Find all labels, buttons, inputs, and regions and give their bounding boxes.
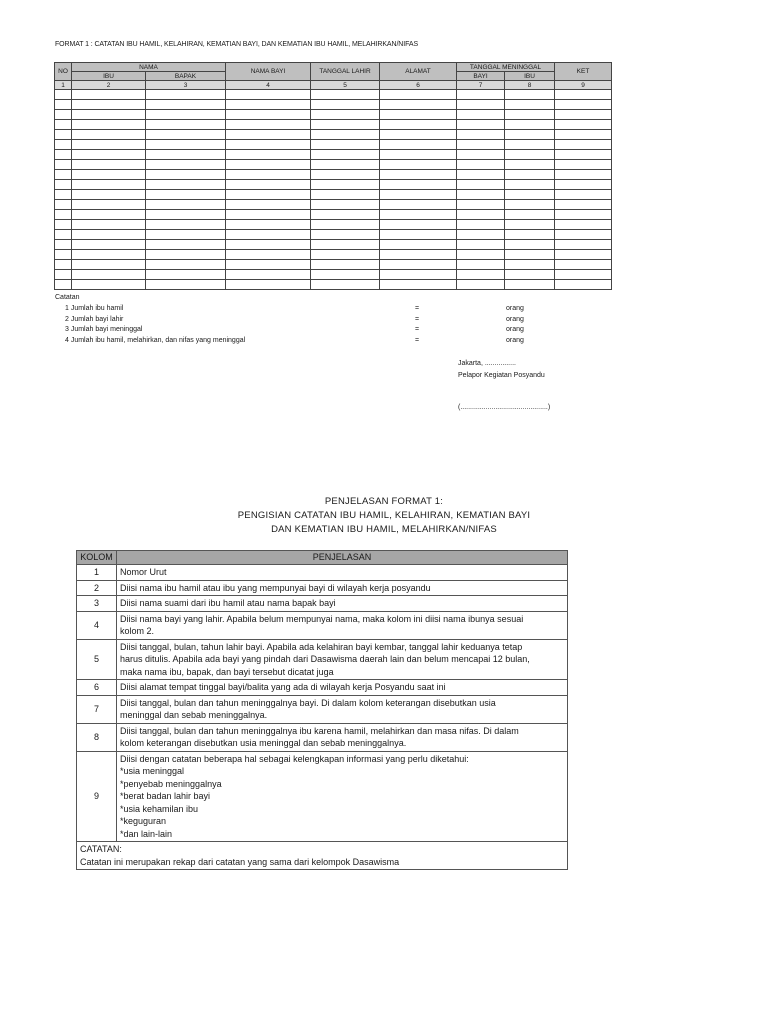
table-cell[interactable] xyxy=(380,170,457,180)
penjelasan-row xyxy=(77,596,568,612)
table-cell[interactable] xyxy=(311,250,380,260)
table-cell[interactable] xyxy=(380,150,457,160)
table-cell[interactable] xyxy=(72,280,146,290)
table-cell[interactable] xyxy=(505,90,555,100)
table-cell[interactable] xyxy=(55,250,72,260)
table-cell[interactable] xyxy=(457,220,505,230)
penjelasan-text xyxy=(117,723,568,751)
table-cell[interactable] xyxy=(226,150,311,160)
table-cell[interactable] xyxy=(505,240,555,250)
table-cell[interactable] xyxy=(380,250,457,260)
penjelasan-line: *usia meninggal xyxy=(120,766,185,776)
penjelasan-row xyxy=(77,723,568,751)
table-cell[interactable] xyxy=(55,130,72,140)
table-cell[interactable] xyxy=(555,190,612,200)
table-cell[interactable] xyxy=(457,260,505,270)
table-cell[interactable] xyxy=(505,280,555,290)
table-cell[interactable] xyxy=(226,270,311,280)
table-cell[interactable] xyxy=(555,170,612,180)
column-number-row xyxy=(55,81,612,90)
table-cell[interactable] xyxy=(380,220,457,230)
catatan-eq: = xyxy=(415,316,420,323)
table-cell[interactable] xyxy=(72,160,146,170)
table-cell[interactable] xyxy=(457,250,505,260)
table-cell[interactable] xyxy=(146,120,226,130)
catatan-item: 1 Jumlah ibu hamil xyxy=(65,305,124,312)
table-cell[interactable] xyxy=(226,110,311,120)
penjelasan-title-3: DAN KEMATIAN IBU HAMIL, MELAHIRKAN/NIFAS xyxy=(271,524,497,535)
catatan-eq: = xyxy=(415,305,420,312)
table-cell[interactable] xyxy=(226,100,311,110)
table-cell[interactable] xyxy=(505,110,555,120)
table-cell[interactable] xyxy=(555,260,612,270)
penjelasan-line: Diisi tanggal, bulan, tahun lahir bayi. Apabila ada kelahiran bayi kembar, tanggal lahir keduanya tetap xyxy=(120,641,523,652)
penjelasan-line: kolom 2. xyxy=(120,626,155,636)
penjelasan-line: Diisi nama suami dari ibu hamil atau nama bapak bayi xyxy=(120,598,336,608)
table-cell[interactable] xyxy=(505,200,555,210)
penjelasan-line: *usia kehamilan ibu xyxy=(120,803,199,814)
table-cell[interactable] xyxy=(505,270,555,280)
penjelasan-text xyxy=(117,695,568,723)
kolom-number: 7 xyxy=(77,695,117,723)
kolom-number: 3 xyxy=(77,596,117,612)
col-tanggal-lahir: TANGGAL LAHIR xyxy=(311,63,380,81)
table-cell[interactable] xyxy=(457,210,505,220)
table-cell[interactable] xyxy=(555,210,612,220)
table-cell[interactable] xyxy=(226,140,311,150)
col-ibu: IBU xyxy=(72,72,146,81)
table-cell[interactable] xyxy=(380,190,457,200)
table-cell[interactable] xyxy=(380,230,457,240)
table-cell[interactable] xyxy=(146,100,226,110)
table-cell[interactable] xyxy=(555,150,612,160)
penjelasan-table xyxy=(76,550,568,870)
kolom-number: 1 xyxy=(77,565,117,581)
table-cell[interactable] xyxy=(311,190,380,200)
penjelasan-text xyxy=(117,611,568,639)
table-cell[interactable] xyxy=(380,280,457,290)
table-cell[interactable] xyxy=(311,110,380,120)
table-cell[interactable] xyxy=(380,130,457,140)
table-cell[interactable] xyxy=(505,250,555,260)
col-ibu-meninggal: IBU xyxy=(505,72,555,81)
penjelasan-line: maka nama ibu, bapak, dan bayi tersebut dicatat juga xyxy=(120,666,334,677)
table-cell[interactable] xyxy=(55,280,72,290)
table-cell[interactable] xyxy=(146,170,226,180)
table-cell[interactable] xyxy=(555,240,612,250)
table-cell[interactable] xyxy=(555,110,612,120)
table-row xyxy=(55,220,612,230)
kolom-number: 4 xyxy=(77,611,117,639)
penjelasan-line: *dan lain-lain xyxy=(120,828,173,839)
catatan-text: Catatan ini merupakan rekap dari catatan yang sama dari kelompok Dasawisma xyxy=(80,856,400,867)
col-nama: NAMA xyxy=(72,63,226,72)
table-row xyxy=(55,170,612,180)
col-bapak: BAPAK xyxy=(146,72,226,81)
table-cell[interactable] xyxy=(226,260,311,270)
table-cell[interactable] xyxy=(555,100,612,110)
table-cell[interactable] xyxy=(457,160,505,170)
table-cell[interactable] xyxy=(146,150,226,160)
table-cell[interactable] xyxy=(311,280,380,290)
table-cell[interactable] xyxy=(55,210,72,220)
table-cell[interactable] xyxy=(72,220,146,230)
table-cell[interactable] xyxy=(72,190,146,200)
table-cell[interactable] xyxy=(72,270,146,280)
penjelasan-text xyxy=(117,565,568,581)
col-bayi: BAYI xyxy=(457,72,505,81)
catatan-unit: orang xyxy=(506,337,524,344)
penjelasan-line: Diisi nama bayi yang lahir. Apabila belum mempunyai nama, maka kolom ini diisi nama ibunya sesuai xyxy=(120,613,524,624)
col-tanggal-meninggal: TANGGAL MENINGGAL xyxy=(457,63,555,72)
catatan-heading: CATATAN: xyxy=(80,844,122,854)
penjelasan-line: *berat badan lahir bayi xyxy=(120,791,211,801)
table-cell[interactable] xyxy=(226,280,311,290)
table-cell[interactable] xyxy=(380,110,457,120)
table-cell[interactable] xyxy=(55,230,72,240)
penjelasan-row xyxy=(77,695,568,723)
col-num: 6 xyxy=(380,81,457,90)
table-cell[interactable] xyxy=(55,170,72,180)
table-cell[interactable] xyxy=(146,160,226,170)
table-row xyxy=(55,100,612,110)
table-row xyxy=(55,230,612,240)
table-cell[interactable] xyxy=(72,250,146,260)
catatan-item: 2 Jumlah bayi lahir xyxy=(65,316,124,323)
table-cell[interactable] xyxy=(311,130,380,140)
table-cell[interactable] xyxy=(457,230,505,240)
table-cell[interactable] xyxy=(226,90,311,100)
penjelasan-line: Diisi dengan catatan beberapa hal sebagai kelengkapan informasi yang perlu diketahui: xyxy=(120,753,469,764)
kolom-number: 5 xyxy=(77,639,117,680)
catatan-unit: orang xyxy=(506,316,524,323)
table-cell[interactable] xyxy=(226,250,311,260)
table-cell[interactable] xyxy=(226,170,311,180)
col-ket: KET xyxy=(555,63,612,81)
table-cell[interactable] xyxy=(146,250,226,260)
table-cell[interactable] xyxy=(55,260,72,270)
table-cell[interactable] xyxy=(505,140,555,150)
table-cell[interactable] xyxy=(457,200,505,210)
table-cell[interactable] xyxy=(380,270,457,280)
table-cell[interactable] xyxy=(146,180,226,190)
catatan-item: 3 Jumlah bayi meninggal xyxy=(65,326,143,333)
table-cell[interactable] xyxy=(72,200,146,210)
table-cell[interactable] xyxy=(555,130,612,140)
penjelasan-line: Nomor Urut xyxy=(120,567,167,577)
table-cell[interactable] xyxy=(146,110,226,120)
table-cell[interactable] xyxy=(311,140,380,150)
table-cell[interactable] xyxy=(226,120,311,130)
table-cell[interactable] xyxy=(380,160,457,170)
table-cell[interactable] xyxy=(146,190,226,200)
table-cell[interactable] xyxy=(505,100,555,110)
table-cell[interactable] xyxy=(505,150,555,160)
table-cell[interactable] xyxy=(72,90,146,100)
penjelasan-row xyxy=(77,751,568,842)
table-cell[interactable] xyxy=(146,260,226,270)
col-nama-bayi: NAMA BAYI xyxy=(226,63,311,81)
table-cell[interactable] xyxy=(72,210,146,220)
penjelasan-text xyxy=(117,680,568,696)
table-row xyxy=(55,110,612,120)
table-cell[interactable] xyxy=(72,180,146,190)
table-cell[interactable] xyxy=(226,240,311,250)
col-num: 5 xyxy=(311,81,380,90)
table-cell[interactable] xyxy=(226,130,311,140)
table-cell[interactable] xyxy=(311,170,380,180)
table-cell[interactable] xyxy=(457,280,505,290)
table-cell[interactable] xyxy=(457,150,505,160)
table-row xyxy=(55,120,612,130)
form-table xyxy=(54,62,612,290)
col-num: 2 xyxy=(72,81,146,90)
penjelasan-title-1: PENJELASAN FORMAT 1: xyxy=(324,496,444,507)
table-cell[interactable] xyxy=(311,120,380,130)
catatan-unit: orang xyxy=(506,305,524,312)
penjelasan-text xyxy=(117,596,568,612)
table-cell[interactable] xyxy=(380,260,457,270)
table-cell[interactable] xyxy=(311,100,380,110)
table-cell[interactable] xyxy=(55,90,72,100)
table-cell[interactable] xyxy=(226,180,311,190)
penjelasan-row xyxy=(77,611,568,639)
penjelasan-text xyxy=(117,580,568,596)
table-cell[interactable] xyxy=(505,120,555,130)
table-row xyxy=(55,270,612,280)
kolom-number: 8 xyxy=(77,723,117,751)
table-cell[interactable] xyxy=(226,230,311,240)
table-row xyxy=(55,190,612,200)
table-cell[interactable] xyxy=(55,110,72,120)
table-row xyxy=(55,240,612,250)
table-cell[interactable] xyxy=(457,180,505,190)
table-cell[interactable] xyxy=(226,200,311,210)
table-cell[interactable] xyxy=(226,210,311,220)
col-penjelasan: PENJELASAN xyxy=(117,551,568,565)
col-num: 3 xyxy=(146,81,226,90)
table-cell[interactable] xyxy=(380,100,457,110)
table-cell[interactable] xyxy=(146,240,226,250)
table-cell[interactable] xyxy=(380,240,457,250)
table-cell[interactable] xyxy=(311,210,380,220)
table-cell[interactable] xyxy=(555,140,612,150)
col-num: 4 xyxy=(226,81,311,90)
penjelasan-line: Diisi tanggal, bulan dan tahun meninggalnya bayi. Di dalam kolom keterangan disebutkan usia xyxy=(120,697,496,708)
signature-name-blank: (.............................................) xyxy=(458,404,551,411)
table-cell[interactable] xyxy=(505,160,555,170)
catatan-item: 4 Jumlah ibu hamil, melahirkan, dan nifas yang meninggal xyxy=(65,337,246,344)
table-cell[interactable] xyxy=(380,120,457,130)
table-cell[interactable] xyxy=(457,90,505,100)
kolom-number: 6 xyxy=(77,680,117,696)
table-cell[interactable] xyxy=(72,230,146,240)
table-cell[interactable] xyxy=(146,280,226,290)
table-cell[interactable] xyxy=(146,210,226,220)
col-no: NO xyxy=(55,63,72,81)
catatan-unit: orang xyxy=(506,326,524,333)
table-cell[interactable] xyxy=(311,160,380,170)
penjelasan-row xyxy=(77,639,568,680)
kolom-number: 2 xyxy=(77,580,117,596)
penjelasan-line: kolom keterangan disebutkan usia meninggal dan sebab meninggalnya. xyxy=(120,738,407,748)
col-num: 1 xyxy=(55,81,72,90)
table-cell[interactable] xyxy=(380,200,457,210)
table-cell[interactable] xyxy=(55,270,72,280)
table-cell[interactable] xyxy=(55,140,72,150)
table-cell[interactable] xyxy=(146,230,226,240)
table-cell[interactable] xyxy=(457,130,505,140)
table-cell[interactable] xyxy=(72,240,146,250)
table-row xyxy=(55,140,612,150)
signature-place-date: Jakarta, ................ xyxy=(458,360,516,367)
table-cell[interactable] xyxy=(55,240,72,250)
table-cell[interactable] xyxy=(55,190,72,200)
table-cell[interactable] xyxy=(55,180,72,190)
table-cell[interactable] xyxy=(311,200,380,210)
penjelasan-row xyxy=(77,565,568,581)
table-cell[interactable] xyxy=(55,160,72,170)
table-row xyxy=(55,90,612,100)
table-cell[interactable] xyxy=(555,220,612,230)
table-cell[interactable] xyxy=(226,160,311,170)
table-cell[interactable] xyxy=(55,200,72,210)
table-cell[interactable] xyxy=(146,200,226,210)
table-cell[interactable] xyxy=(555,160,612,170)
table-cell[interactable] xyxy=(311,260,380,270)
table-cell[interactable] xyxy=(505,260,555,270)
table-cell[interactable] xyxy=(146,140,226,150)
table-cell[interactable] xyxy=(457,120,505,130)
table-cell[interactable] xyxy=(311,270,380,280)
table-cell[interactable] xyxy=(505,190,555,200)
penjelasan-title-2: PENGISIAN CATATAN IBU HAMIL, KELAHIRAN, KEMATIAN BAYI xyxy=(237,510,531,521)
table-cell[interactable] xyxy=(555,180,612,190)
col-num: 7 xyxy=(457,81,505,90)
penjelasan-line: *penyebab meninggalnya xyxy=(120,778,222,789)
table-cell[interactable] xyxy=(555,270,612,280)
table-cell[interactable] xyxy=(457,190,505,200)
table-cell[interactable] xyxy=(457,100,505,110)
table-cell[interactable] xyxy=(72,150,146,160)
table-cell[interactable] xyxy=(380,180,457,190)
table-cell[interactable] xyxy=(555,120,612,130)
table-row xyxy=(55,260,612,270)
table-cell[interactable] xyxy=(380,210,457,220)
table-cell[interactable] xyxy=(505,170,555,180)
catatan-eq: = xyxy=(415,337,420,344)
table-cell[interactable] xyxy=(380,90,457,100)
table-cell[interactable] xyxy=(380,140,457,150)
table-cell[interactable] xyxy=(555,90,612,100)
table-cell[interactable] xyxy=(72,100,146,110)
penjelasan-row xyxy=(77,680,568,696)
table-cell[interactable] xyxy=(505,220,555,230)
table-cell[interactable] xyxy=(55,120,72,130)
table-cell[interactable] xyxy=(555,250,612,260)
table-cell[interactable] xyxy=(505,210,555,220)
table-cell[interactable] xyxy=(72,120,146,130)
table-row xyxy=(55,150,612,160)
table-row xyxy=(55,280,612,290)
penjelasan-catatan xyxy=(77,842,568,870)
table-cell[interactable] xyxy=(311,240,380,250)
table-row xyxy=(55,130,612,140)
table-cell[interactable] xyxy=(457,170,505,180)
penjelasan-line: Diisi nama ibu hamil atau ibu yang mempunyai bayi di wilayah kerja posyandu xyxy=(120,582,431,593)
table-cell[interactable] xyxy=(226,220,311,230)
penjelasan-line: *keguguran xyxy=(120,816,167,826)
table-cell[interactable] xyxy=(311,220,380,230)
table-cell[interactable] xyxy=(457,110,505,120)
kolom-number: 9 xyxy=(77,751,117,842)
table-cell[interactable] xyxy=(72,110,146,120)
penjelasan-line: harus ditulis. Apabila ada bayi yang pindah dari Dasawisma daerah lain dan belum mencapai 12 bulan, xyxy=(120,654,530,664)
table-row xyxy=(55,200,612,210)
format-title: FORMAT 1 : CATATAN IBU HAMIL, KELAHIRAN, KEMATIAN BAYI, DAN KEMATIAN IBU HAMIL, MELAHIRKAN/NIFAS xyxy=(55,41,419,48)
table-cell[interactable] xyxy=(505,130,555,140)
catatan-label: Catatan xyxy=(55,294,80,301)
table-row xyxy=(55,160,612,170)
table-cell[interactable] xyxy=(505,230,555,240)
table-row xyxy=(55,210,612,220)
penjelasan-line: Diisi tanggal, bulan dan tahun meninggalnya ibu karena hamil, melahirkan dan masa nifas. Di dalam xyxy=(120,725,519,736)
table-cell[interactable] xyxy=(55,150,72,160)
table-cell[interactable] xyxy=(146,220,226,230)
catatan-eq: = xyxy=(415,326,420,333)
table-cell[interactable] xyxy=(311,90,380,100)
penjelasan-text xyxy=(117,639,568,680)
col-alamat: ALAMAT xyxy=(380,63,457,81)
table-cell[interactable] xyxy=(457,270,505,280)
signature-role: Pelapor Kegiatan Posyandu xyxy=(458,372,545,379)
col-kolom: KOLOM xyxy=(77,551,117,565)
penjelasan-line: meninggal dan sebab meninggalnya. xyxy=(120,710,268,720)
table-cell[interactable] xyxy=(72,170,146,180)
table-row xyxy=(55,250,612,260)
penjelasan-text xyxy=(117,751,568,842)
penjelasan-row xyxy=(77,580,568,596)
table-cell[interactable] xyxy=(311,150,380,160)
table-cell[interactable] xyxy=(146,270,226,280)
table-cell[interactable] xyxy=(226,190,311,200)
table-cell[interactable] xyxy=(555,200,612,210)
table-cell[interactable] xyxy=(146,90,226,100)
table-cell[interactable] xyxy=(146,130,226,140)
table-cell[interactable] xyxy=(311,230,380,240)
penjelasan-line: Diisi alamat tempat tinggal bayi/balita yang ada di wilayah kerja Posyandu saat ini xyxy=(120,682,446,692)
col-num: 8 xyxy=(505,81,555,90)
table-cell[interactable] xyxy=(555,280,612,290)
table-cell[interactable] xyxy=(72,140,146,150)
table-cell[interactable] xyxy=(457,140,505,150)
col-num: 9 xyxy=(555,81,612,90)
table-cell[interactable] xyxy=(555,230,612,240)
table-cell[interactable] xyxy=(72,130,146,140)
table-cell[interactable] xyxy=(311,180,380,190)
table-cell[interactable] xyxy=(55,220,72,230)
table-cell[interactable] xyxy=(505,180,555,190)
table-cell[interactable] xyxy=(55,100,72,110)
table-cell[interactable] xyxy=(457,240,505,250)
table-row xyxy=(55,180,612,190)
table-cell[interactable] xyxy=(72,260,146,270)
